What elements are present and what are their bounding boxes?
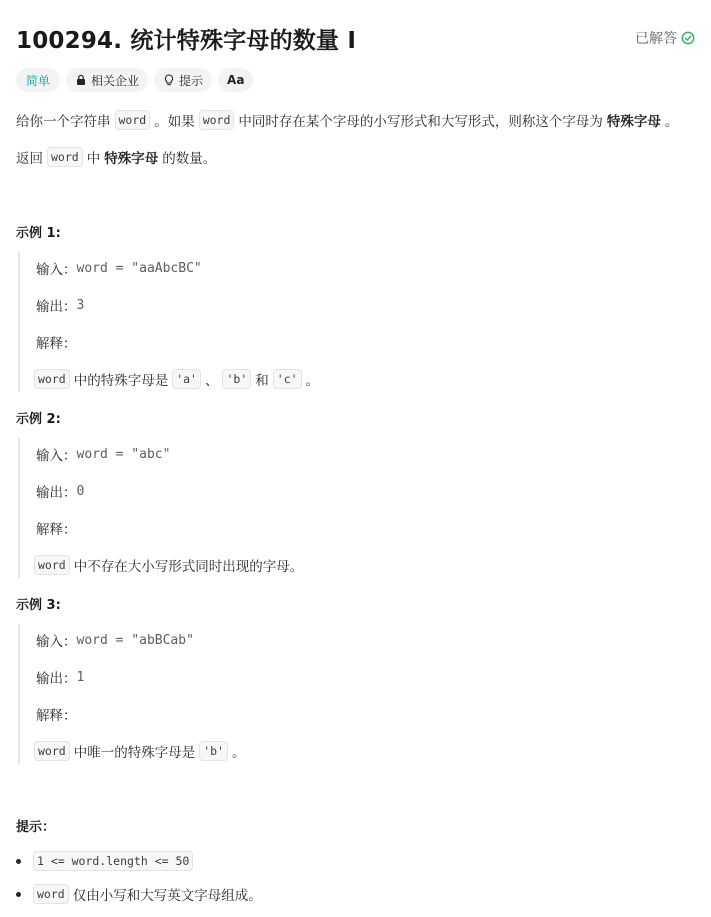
example-3-title: 示例 3: (16, 598, 61, 613)
example-1-input: 输入： word = "aaAbcBC" (36, 260, 202, 278)
example-3-explain-label: 解释： (36, 708, 77, 724)
example-1-explain-label: 解释： (36, 336, 77, 352)
constraint-item-2: word 仅由小写和大写英文字母组成。 (16, 884, 262, 904)
companies-label: 相关企业 (91, 73, 140, 88)
example-2-explain-label: 解释： (36, 522, 77, 538)
example-1-title: 示例 1: (16, 226, 61, 241)
check-circle-icon (681, 31, 695, 45)
description-paragraph-1: 给你一个字符串 word 。如果 word 中同时存在某个字母的小写形式和大写形式，则称这个字母为 特殊字母 。 (16, 110, 678, 130)
constraints-title: 提示： (16, 820, 56, 835)
lightbulb-icon (163, 74, 175, 86)
example-2-block (18, 438, 618, 578)
translate-button[interactable] (218, 68, 253, 92)
example-3-explanation: word 中唯一的特殊字母是 'b' 。 (34, 741, 245, 761)
tag-bar (16, 68, 253, 92)
example-1-output: 输出： 3 (36, 297, 85, 315)
example-2-title: 示例 2: (16, 412, 61, 427)
example-2-output: 输出： 0 (36, 483, 85, 501)
constraint-item-1: 1 <= word.length <= 50 (16, 851, 197, 871)
bullet-icon (16, 892, 21, 897)
example-1-explanation: word 中的特殊字母是 'a' 、 'b' 和 'c' 。 (34, 369, 319, 389)
bullet-icon (16, 859, 21, 864)
example-3-block (18, 624, 618, 764)
problem-title[interactable]: 100294. 统计特殊字母的数量 I (16, 27, 357, 54)
translate-icon: Aa (227, 73, 245, 87)
example-3-input: 输入： word = "abBCab" (36, 632, 194, 650)
example-2-input: 输入： word = "abc" (36, 446, 171, 464)
hint-label: 提示 (179, 73, 204, 88)
title-row (16, 22, 695, 54)
hint-tag[interactable] (154, 68, 212, 92)
example-2-explanation: word 中不存在大小写形式同时出现的字母。 (34, 555, 303, 575)
example-1-block (18, 252, 618, 392)
companies-tag[interactable] (66, 68, 148, 92)
description-paragraph-2: 返回 word 中 特殊字母 的数量。 (16, 147, 216, 167)
example-3-output: 输出： 1 (36, 669, 85, 687)
solved-status (635, 28, 695, 48)
difficulty-tag: 简单 (16, 68, 60, 92)
lock-icon (75, 74, 87, 86)
solved-label: 已解答 (635, 31, 677, 47)
